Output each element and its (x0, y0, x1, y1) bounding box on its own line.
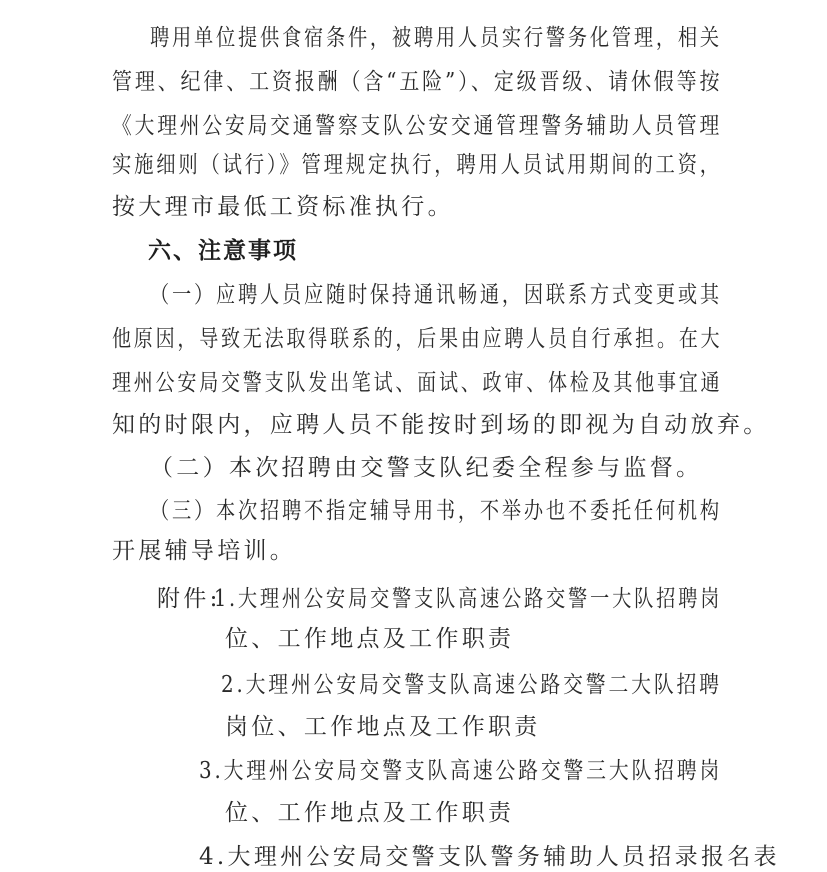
attachments-label: 附件: (157, 586, 221, 612)
text-line: 《大理州公安局交通警察支队公安交通管理警务辅助人员管理 (112, 113, 723, 139)
text-line: 位、工作地点及工作职责 (225, 800, 515, 826)
text-line: 3.大理州公安局交警支队高速公路交警三大队招聘岗 (199, 758, 723, 784)
text-line: 知的时限内，应聘人员不能按时到场的即视为自动放弃。 (112, 412, 770, 438)
text-line: 位、工作地点及工作职责 (225, 626, 515, 652)
text-line: 他原因，导致无法取得联系的，后果由应聘人员自行承担。在大 (112, 326, 723, 352)
text-line: 按大理市最低工资标准执行。 (112, 194, 454, 220)
text-line: 开展辅导培训。 (112, 538, 297, 564)
text-line: （二）本次招聘由交警支队纪委全程参与监督。 (150, 455, 703, 481)
text-line: （三）本次招聘不指定辅导用书，不举办也不委托任何机构 (150, 498, 722, 524)
text-line: 实施细则（试行）》管理规定执行，聘用人员试用期间的工资， (112, 152, 722, 178)
text-line: 管理、纪律、工资报酬（含“五险”）、定级晋级、请休假等按 (112, 69, 723, 95)
text-line: 4.大理州公安局交警支队警务辅助人员招录报名表 (199, 844, 780, 870)
text-line: 2.大理州公安局交警支队高速公路交警二大队招聘 (221, 672, 722, 698)
text-line: 岗位、工作地点及工作职责 (225, 714, 541, 740)
text-line: 聘用单位提供食宿条件，被聘用人员实行警务化管理，相关 (150, 25, 722, 51)
text-line: （一）应聘人员应随时保持通讯畅通，因联系方式变更或其 (150, 282, 722, 308)
section-heading-notes: 六、注意事项 (148, 238, 298, 264)
text-line: 理州公安局交警支队发出笔试、面试、政审、体检及其他事宜通 (112, 370, 723, 396)
text-line: 1.大理州公安局交警支队高速公路交警一大队招聘岗 (214, 586, 723, 612)
